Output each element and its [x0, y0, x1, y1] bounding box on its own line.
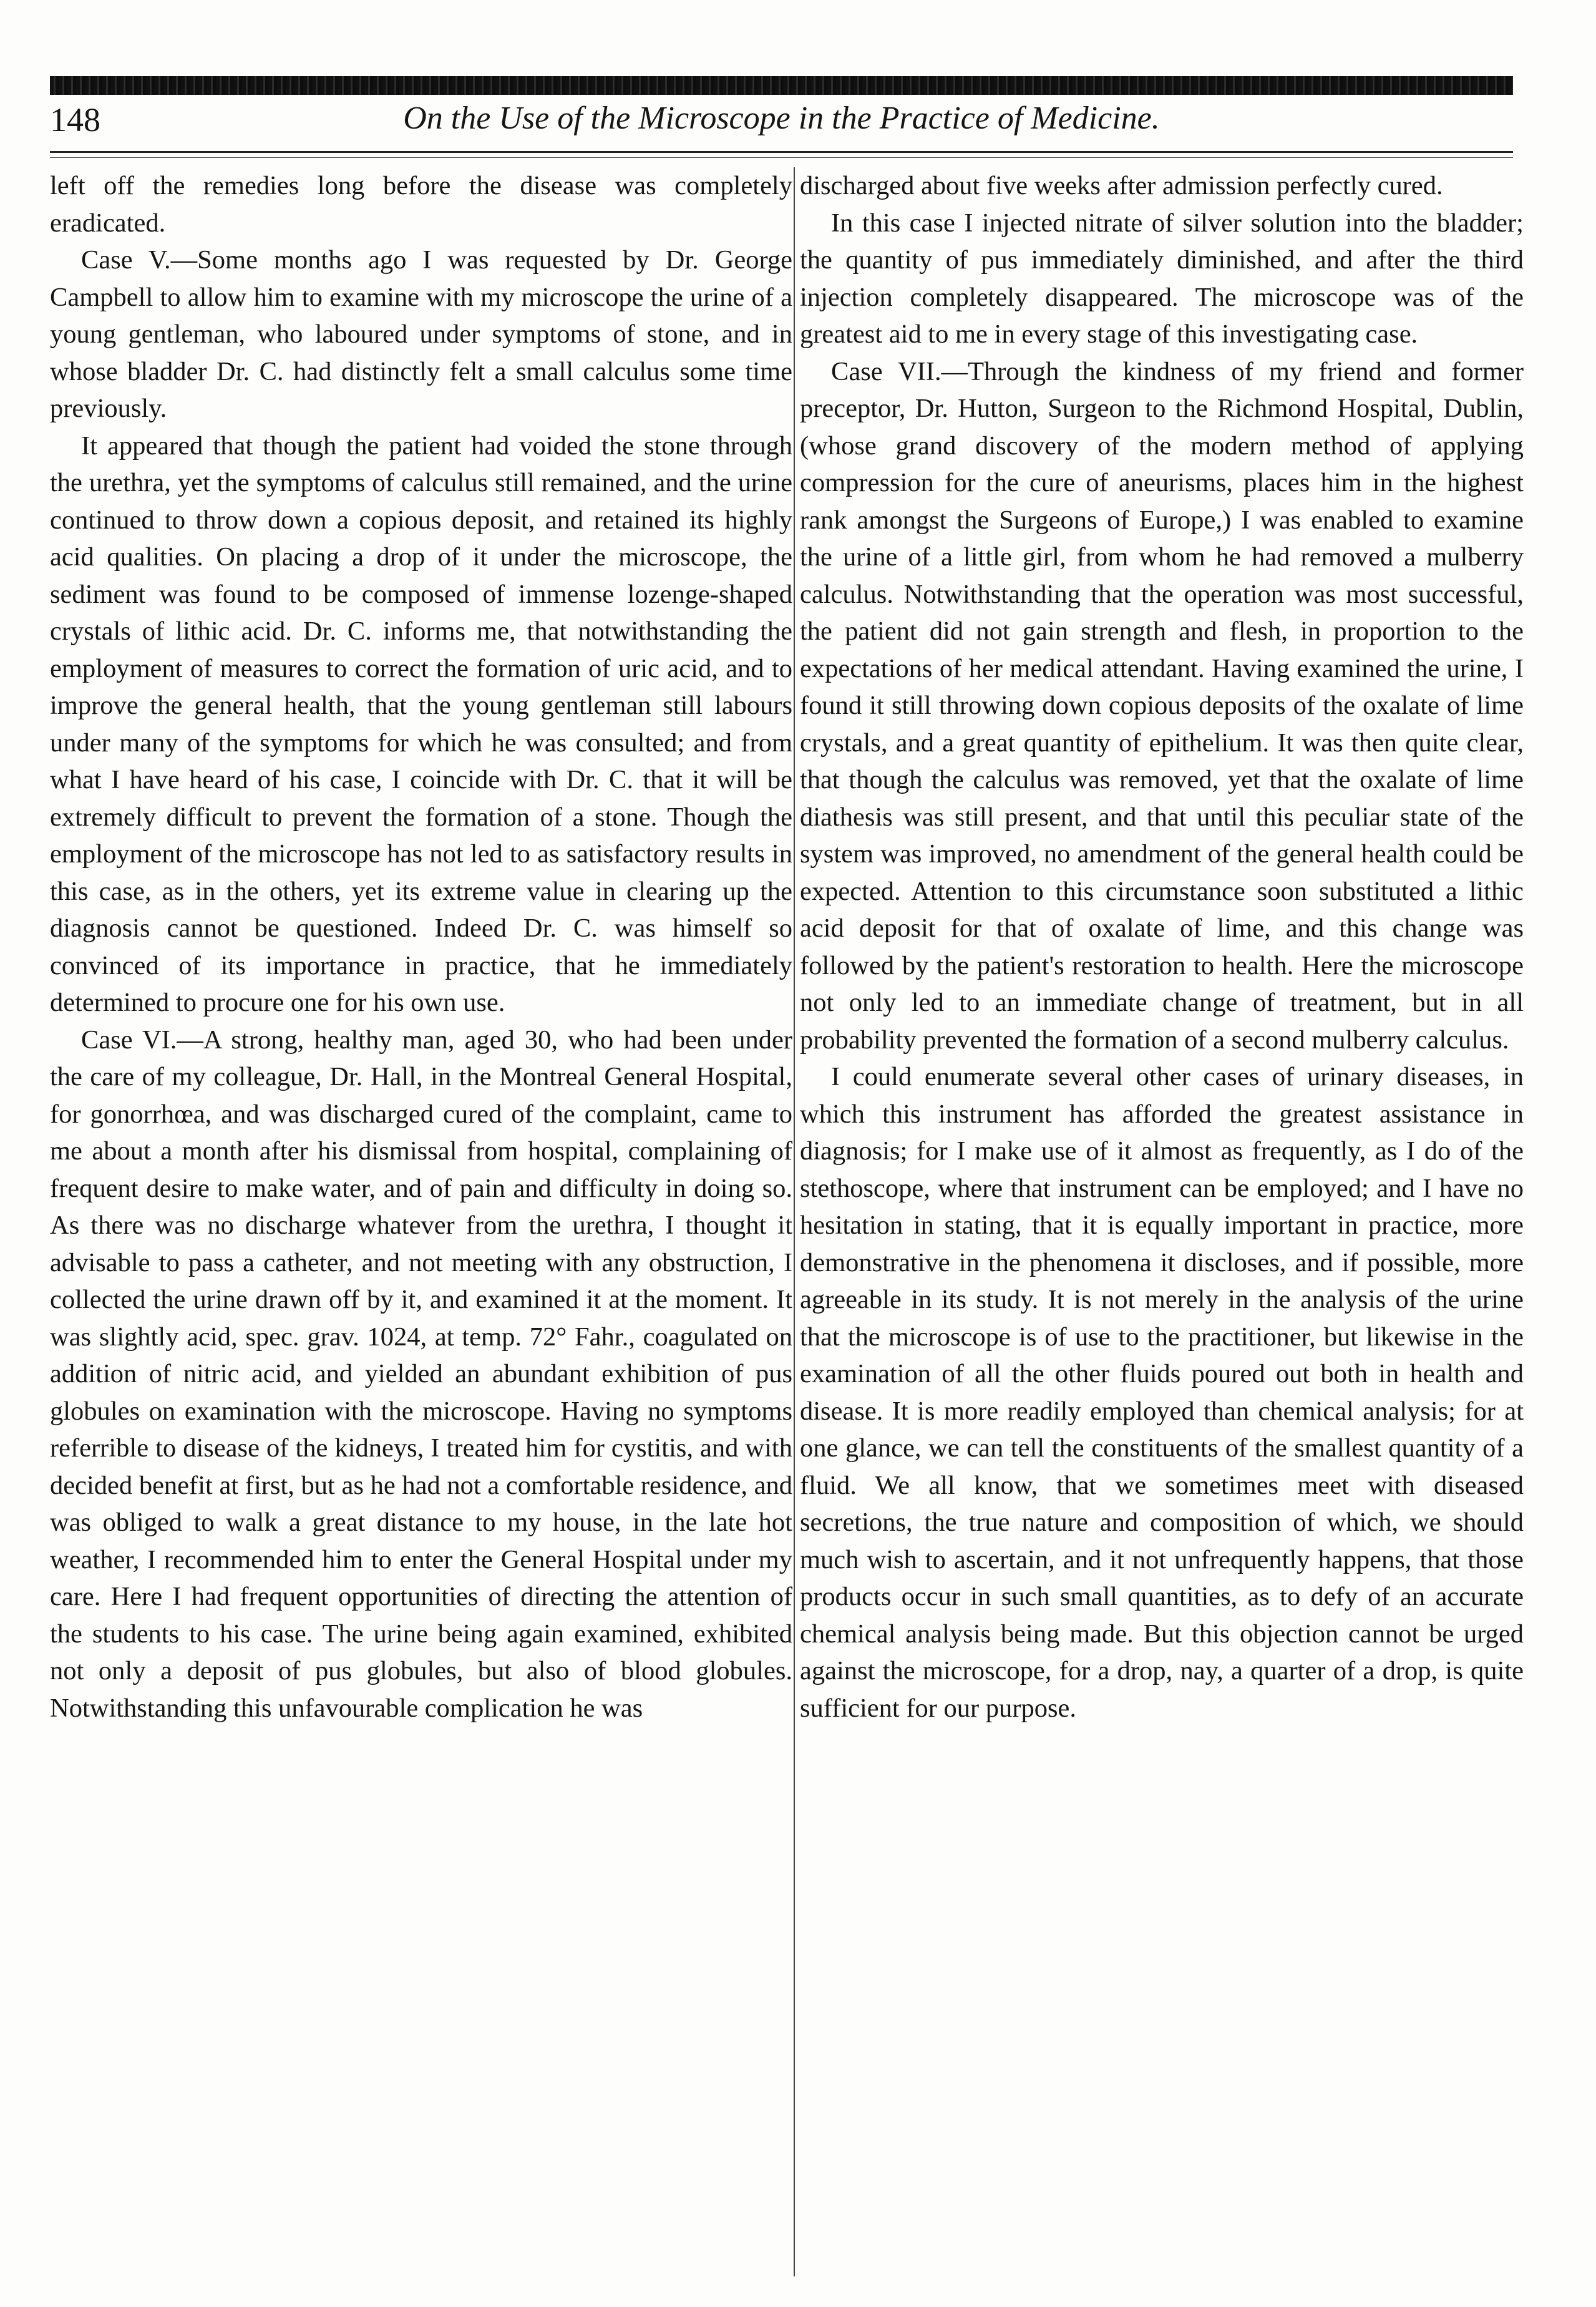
paragraph-case-v: Case V.—Some months ago I was requested by Dr. George Campbell to allow him to examine with my microscope the urine of a young gentleman, who laboured under symptoms of stone, and in whose bladder Dr. C. had distinctly felt a small calculus some time previously. [50, 245, 792, 423]
page-header [50, 94, 1513, 145]
page-number: 148 [50, 101, 100, 139]
paragraph: left off the remedies long before the disease was completely eradicated. [50, 171, 792, 238]
paragraph: In this case I injected nitrate of silver solution into the bladder; the quantity of pus immediately diminished, and after the third injection completely disappeared. The microscope was of the greatest aid to me in every stage of this investigating case. [800, 208, 1524, 349]
right-column [800, 167, 1524, 2276]
paragraph: I could enumerate several other cases of urinary diseases, in which this instrument has afforded the greatest assistance in diagnosis; for I make use of it almost as frequently, as I do of the stethoscope, where that instrument can be employed; and I have no hesitation in stating, that it is equally important in practice, more demonstrative in the phenomena it discloses, and if possible, more agreeable in its study. It is not merely in the analysis of the urine that the microscope is of use to the practitioner, but likewise in the examination of all the other fluids poured out both in health and disease. It is more readily employed than chemical analysis; for at one glance, we can tell the constituents of the smallest quantity of a fluid. We all know, that we sometimes meet with diseased secretions, the true nature and composition of which, we should much wish to ascertain, and it not unfrequently happens, that those products occur in such small quantities, as to defy of an accurate chemical analysis being made. But this objection cannot be urged against the microscope, for a drop, nay, a quarter of a drop, is quite sufficient for our purpose. [800, 1062, 1524, 1723]
header-rule [50, 151, 1513, 153]
paragraph-case-vi: Case VI.—A strong, healthy man, aged 30, who had been under the care of my colleague, Dr. Hall, in the Montreal General Hospital, for gonorrhœa, and was discharged cured of the complaint, came to me about a month after his dismissal from hospital, complaining of frequent desire to make water, and of pain and difficulty in doing so. As there was no discharge whatever from the urethra, I thought it advisable to pass a catheter, and not meeting with any obstruction, I collected the urine drawn off by it, and examined it at the moment. It was slightly acid, spec. grav. 1024, at temp. 72° Fahr., coagulated on addition of nitric acid, and yielded an abundant exhibition of pus globules on examination with the microscope. Having no symptoms referrible to disease of the kidneys, I treated him for cystitis, and with decided benefit at first, but as he had not a comfortable residence, and was obliged to walk a great distance to my house, in the late hot weather, I recommended him to enter the General Hospital under my care. Here I had frequent opportunities of directing the attention of the students to his case. The urine being again examined, exhibited not only a deposit of pus globules, but also of blood globules. Notwithstanding this unfavourable complication he was [50, 1025, 792, 1723]
column-divider [794, 167, 795, 2276]
running-title: On the Use of the Microscope in the Practice of Medicine. [403, 100, 1160, 136]
paragraph: discharged about five weeks after admission perfectly cured. [800, 171, 1443, 200]
header-rule-thin [50, 157, 1513, 158]
paragraph: It appeared that though the patient had voided the stone through the urethra, yet the symptoms of calculus still remained, and the urine continued to throw down a copious deposit, and retained its highly acid qualities. On placing a drop of it under the microscope, the sediment was found to be composed of immense lozenge-shaped crystals of lithic acid. Dr. C. informs me, that notwithstanding the employment of measures to correct the formation of uric acid, and to improve the general health, that the young gentleman still labours under many of the symptoms for which he was consulted; and from what I have heard of his case, I coincide with Dr. C. that it will be extremely difficult to prevent the formation of a stone. Though the employment of the microscope has not led to as satisfactory results in this case, as in the others, yet its extreme value in clearing up the diagnosis cannot be questioned. Indeed Dr. C. was himself so convinced of its importance in practice, that he immediately determined to procure one for his own use. [50, 431, 792, 1017]
top-border-rule [50, 76, 1513, 95]
left-column [50, 167, 792, 2276]
paragraph-case-vii: Case VII.—Through the kindness of my friend and former preceptor, Dr. Hutton, Surgeon to the Richmond Hospital, Dublin, (whose grand discovery of the modern method of applying compression for the cure of aneurisms, places him in the highest rank amongst the Surgeons of Europe,) I was enabled to examine the urine of a little girl, from whom he had removed a mulberry calculus. Notwithstanding that the operation was most successful, the patient did not gain strength and flesh, in proportion to the expectations of her medical attendant. Having examined the urine, I found it still throwing down copious deposits of the oxalate of lime crystals, and a great quantity of epithelium. It was then quite clear, that though the calculus was removed, yet that the oxalate of lime diathesis was still present, and that until this peculiar state of the system was improved, no amendment of the general health could be expected. Attention to this circumstance soon substituted a lithic acid deposit for that of oxalate of lime, and this change was followed by the patient's restoration to health. Here the microscope not only led to an immediate change of treatment, but in all probability prevented the formation of a second mulberry calculus. [800, 356, 1524, 1055]
